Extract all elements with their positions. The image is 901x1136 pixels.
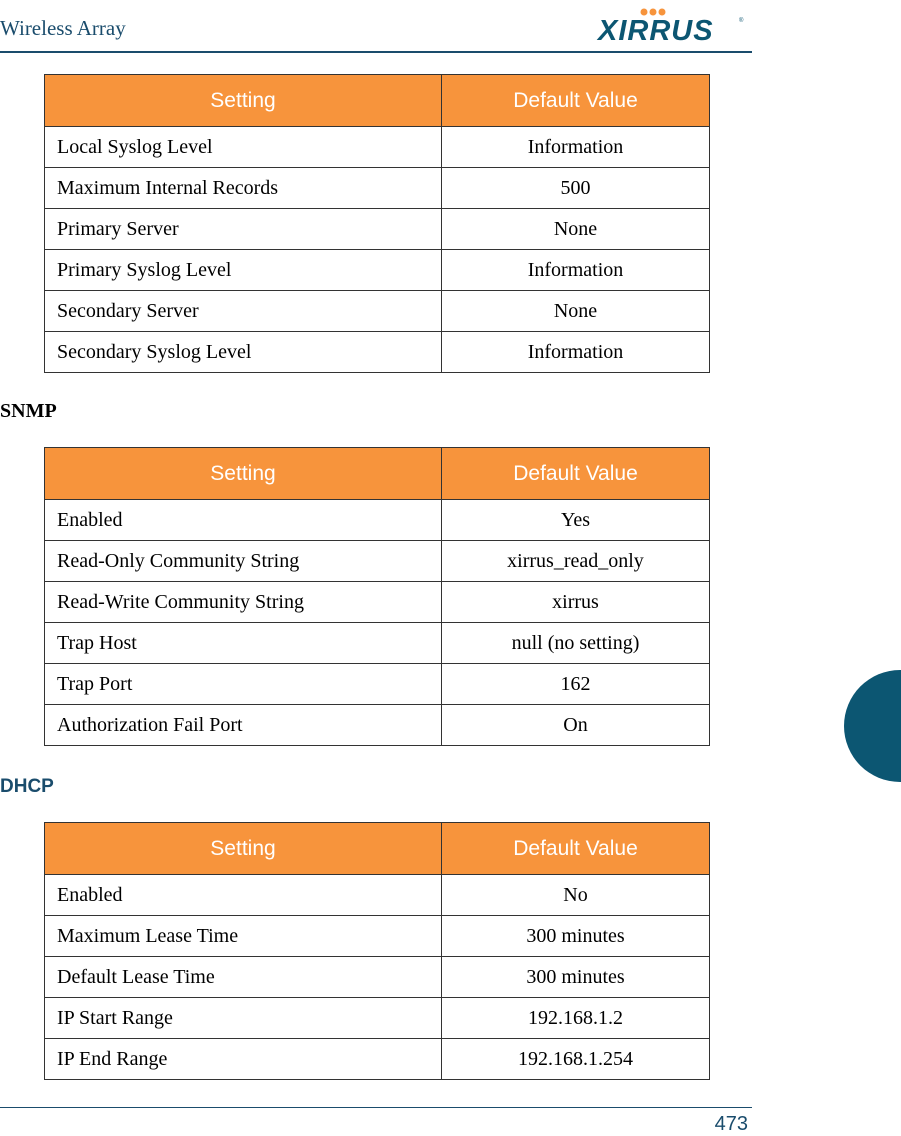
setting-cell: Primary Syslog Level — [45, 250, 442, 291]
footer-rule — [0, 1107, 752, 1108]
value-cell: 300 minutes — [442, 957, 710, 998]
table-header-row — [45, 823, 710, 875]
setting-cell: IP Start Range — [45, 998, 442, 1039]
value-cell: 300 minutes — [442, 916, 710, 957]
table-row — [45, 582, 710, 623]
value-cell: None — [442, 291, 710, 332]
table-row — [45, 1039, 710, 1080]
chapter-side-tab — [844, 670, 901, 782]
value-cell: null (no setting) — [442, 623, 710, 664]
table-row — [45, 332, 710, 373]
value-cell: Information — [442, 332, 710, 373]
table-row — [45, 291, 710, 332]
table-row — [45, 623, 710, 664]
column-header-default-value: Default Value — [442, 75, 710, 127]
setting-cell: Authorization Fail Port — [45, 705, 442, 746]
setting-cell: Read-Write Community String — [45, 582, 442, 623]
setting-cell: Read-Only Community String — [45, 541, 442, 582]
setting-cell: Trap Host — [45, 623, 442, 664]
table-row — [45, 500, 710, 541]
snmp-section-heading: SNMP — [0, 400, 57, 422]
table-row — [45, 168, 710, 209]
table-row — [45, 664, 710, 705]
column-header-setting: Setting — [45, 823, 442, 875]
table-row — [45, 541, 710, 582]
header-rule — [0, 51, 752, 53]
table-row — [45, 916, 710, 957]
setting-cell: Maximum Lease Time — [45, 916, 442, 957]
setting-cell: Local Syslog Level — [45, 127, 442, 168]
value-cell: xirrus — [442, 582, 710, 623]
table-row — [45, 209, 710, 250]
syslog-defaults-table — [44, 74, 710, 373]
value-cell: 192.168.1.2 — [442, 998, 710, 1039]
dhcp-defaults-table — [44, 822, 710, 1080]
dhcp-section-heading: DHCP — [0, 776, 54, 797]
column-header-default-value: Default Value — [442, 448, 710, 500]
value-cell: Yes — [442, 500, 710, 541]
value-cell: Information — [442, 250, 710, 291]
setting-cell: Default Lease Time — [45, 957, 442, 998]
svg-text:®: ® — [739, 18, 744, 24]
table-row — [45, 250, 710, 291]
table-header-row — [45, 448, 710, 500]
setting-cell: Secondary Server — [45, 291, 442, 332]
logo-text: XIRRUS — [598, 15, 714, 44]
table-row — [45, 127, 710, 168]
page-number: 473 — [714, 1113, 748, 1135]
table-header-row — [45, 75, 710, 127]
value-cell: Information — [442, 127, 710, 168]
table-row — [45, 998, 710, 1039]
value-cell: On — [442, 705, 710, 746]
document-header-title: Wireless Array — [0, 16, 126, 40]
setting-cell: Maximum Internal Records — [45, 168, 442, 209]
snmp-defaults-table — [44, 447, 710, 746]
setting-cell: IP End Range — [45, 1039, 442, 1080]
column-header-setting: Setting — [45, 75, 442, 127]
column-header-default-value: Default Value — [442, 823, 710, 875]
value-cell: xirrus_read_only — [442, 541, 710, 582]
value-cell: 500 — [442, 168, 710, 209]
setting-cell: Primary Server — [45, 209, 442, 250]
table-row — [45, 957, 710, 998]
table-row — [45, 875, 710, 916]
setting-cell: Enabled — [45, 875, 442, 916]
table-row — [45, 705, 710, 746]
column-header-setting: Setting — [45, 448, 442, 500]
value-cell: No — [442, 875, 710, 916]
value-cell: 192.168.1.254 — [442, 1039, 710, 1080]
setting-cell: Secondary Syslog Level — [45, 332, 442, 373]
setting-cell: Trap Port — [45, 664, 442, 705]
setting-cell: Enabled — [45, 500, 442, 541]
xirrus-logo — [596, 6, 748, 44]
value-cell: None — [442, 209, 710, 250]
value-cell: 162 — [442, 664, 710, 705]
